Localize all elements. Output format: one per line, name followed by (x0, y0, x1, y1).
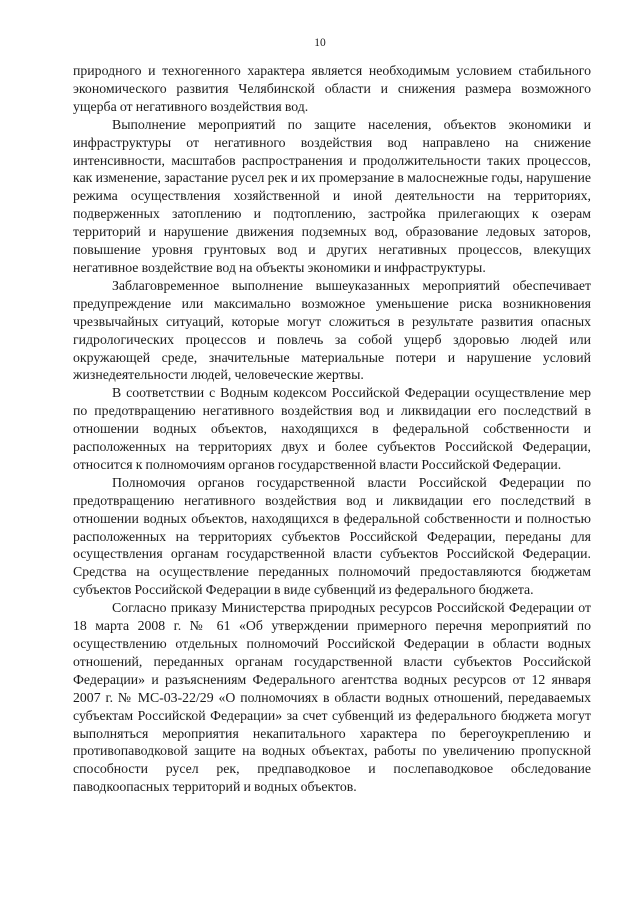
paragraph-2: Выполнение мероприятий по защите населения, объектов экономики и инфраструктуры от негативного воздействия вод направлено на снижение интенсивности, масштабов распространения и продолжительности таких процессов, как изменение, зарастание русел рек и их промерзание в малоснежные годы, нарушение режима осуществления хозяйственной и иной деятельности на территориях, подверженных затоплению и подтоплению, застройка прилегающих к озерам территорий и нарушение движения подземных вод, образование ледовых заторов, повышение уровня грунтовых вод и других негативных процессов, влекущих негативное воздействие вод на объекты экономики и инфраструктуры. (73, 116, 591, 275)
paragraph-1: природного и техногенного характера является необходимым условием стабильного экономического развития Челябинской области и снижения размера возможного ущерба от негативного воздействия вод. (73, 63, 591, 114)
document-body (73, 62, 591, 796)
page-number: 10 (314, 37, 326, 49)
paragraph-3: Заблаговременное выполнение вышеуказанных мероприятий обеспечивает предупреждение или максимально возможное уменьшение риска возникновения чрезвычайных ситуаций, которые могут сложиться в результате развития опасных гидрологических процессов и повлечь за собой ущерб здоровью людей или окружающей среде, значительные материальные потери и нарушение условий жизнедеятельности людей, человеческие жертвы. (73, 277, 591, 383)
paragraph-4: В соответствии с Водным кодексом Российской Федерации осуществление мер по предотвращению негативного воздействия вод и ликвидации его последствий в отношении водных объектов, находящихся в федеральной собственности и расположенных на территориях двух и более субъектов Российской Федерации, относится к полномочиям органов государственной власти Российской Федерации. (73, 385, 591, 472)
paragraph-5: Полномочия органов государственной власти Российской Федерации по предотвращению негативного воздействия вод и ликвидации его последствий в отношении водных объектов, находящихся в федеральной собственности и полностью расположенных на территориях субъектов Российской Федерации, переданы для осуществления органам государственной власти субъектов Российской Федерации. Средства на осуществление переданных полномочий предоставляются бюджетам субъектов Российской Федерации в виде субвенций из федерального бюджета. (73, 474, 591, 598)
paragraph-6: Согласно приказу Министерства природных ресурсов Российской Федерации от 18 марта 2008 г. № 61 «Об утверждении примерного перечня мероприятий по осуществлению отдельных полномочий Российской Федерации в области водных отношений, переданных органам государственной власти субъектов Российской Федерации» и разъяснениям Федерального агентства водных ресурсов от 12 января 2007 г. № МС-03-22/29 «О полномочиях в области водных отношений, передаваемых субъектам Российской Федерации» за счет субвенций из федерального бюджета могут выполняться мероприятия некапитального характера по берегоукреплению и противопаводковой защите на водных объектах, работы по увеличению пропускной способности русел рек, предпаводковое и послепаводковое обследование паводкоопасных территорий и водных объектов. (73, 600, 591, 795)
